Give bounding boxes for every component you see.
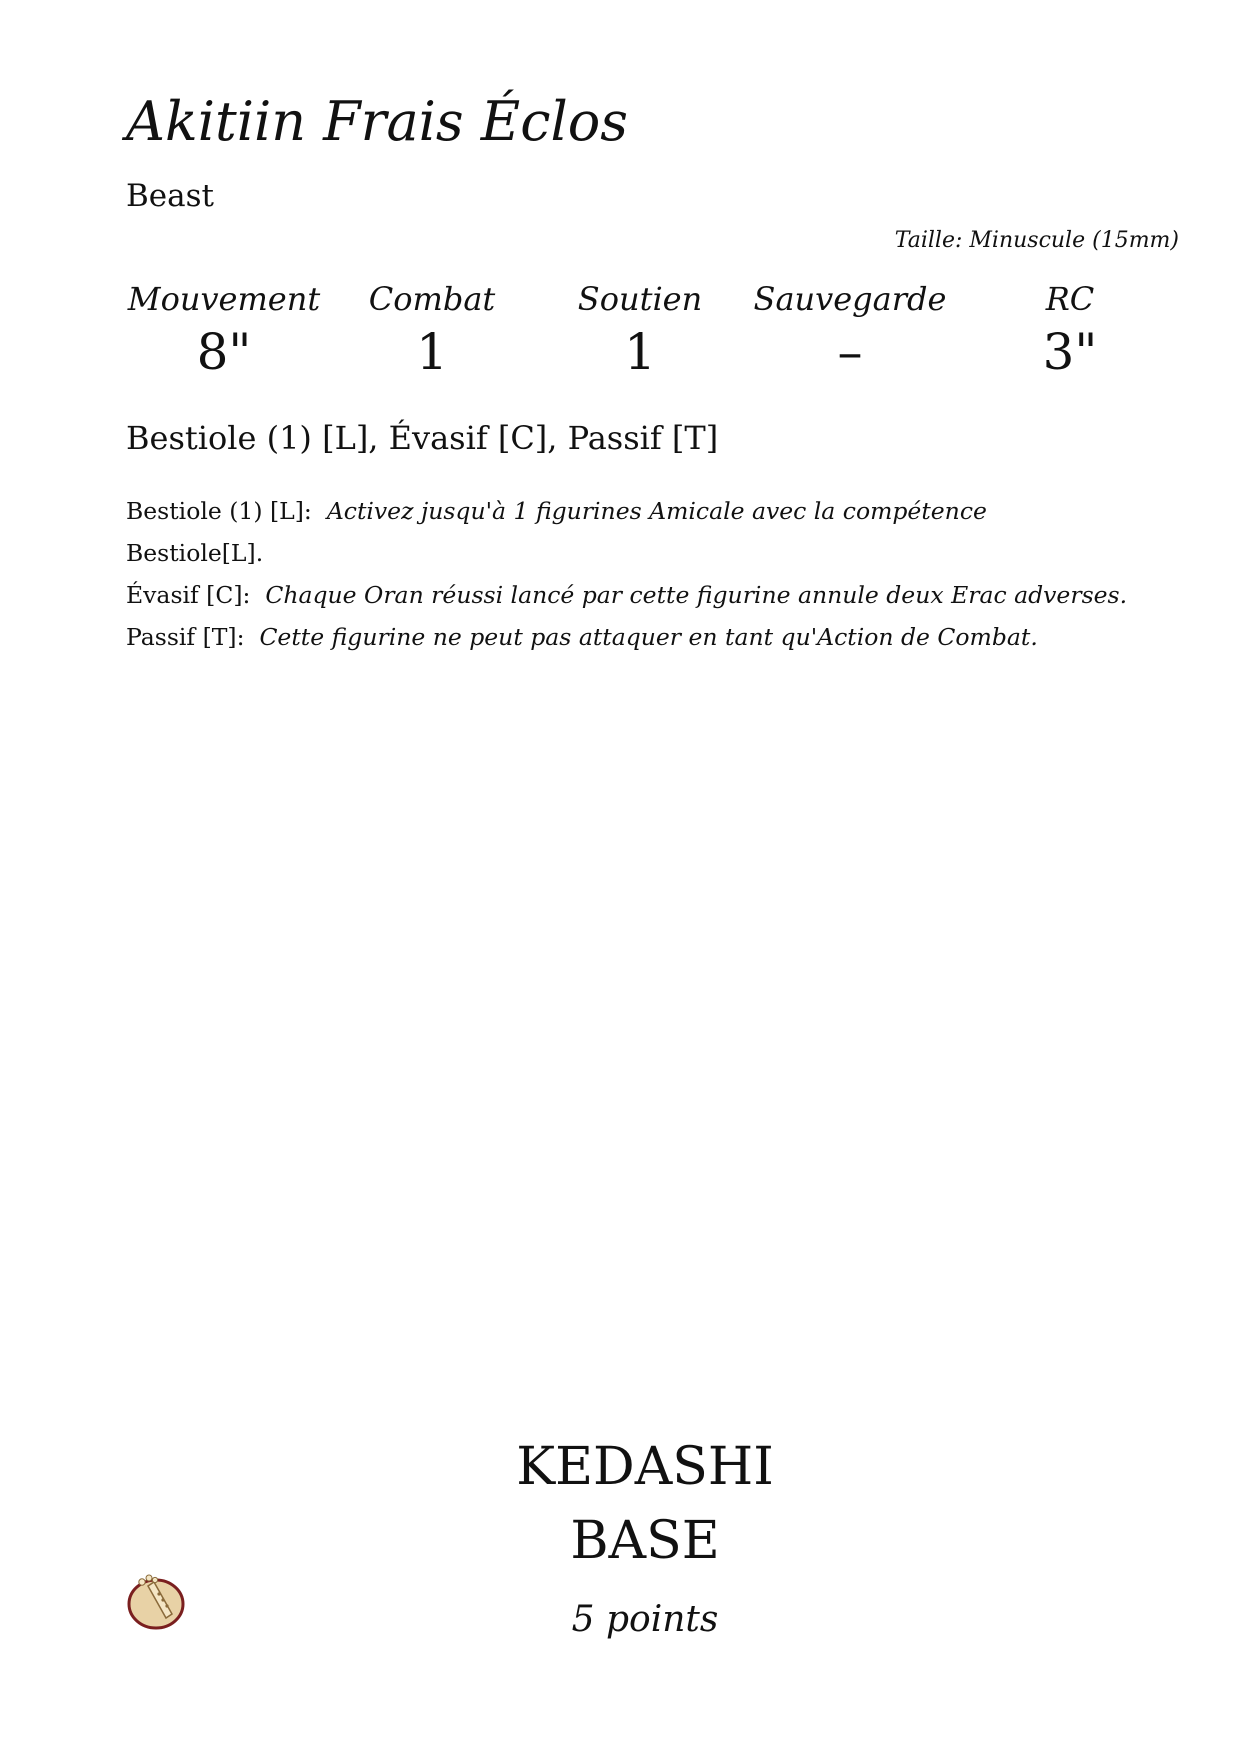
stat-value: – xyxy=(837,323,863,381)
stat-movement xyxy=(124,278,324,384)
rules-text xyxy=(126,490,1128,658)
faction-subtitle: BASE xyxy=(570,1511,720,1571)
rule-name: Évasif [C]: xyxy=(126,581,251,609)
stat-block xyxy=(126,278,1126,398)
faction-name: KEDASHI xyxy=(516,1437,774,1497)
rule-line xyxy=(126,490,1106,532)
rule-description: Chaque Oran réussi lancé par cette figurine annule deux Erac adverses. xyxy=(265,581,1128,609)
stat-value: 8" xyxy=(196,323,252,381)
rule-name: Bestiole (1) [L]: xyxy=(126,497,312,525)
rule-continuation: Bestiole[L]. xyxy=(126,539,264,567)
stat-value: 1 xyxy=(624,323,656,381)
rule-line xyxy=(126,574,1128,616)
stat-support xyxy=(540,278,740,384)
rule-description: Activez jusqu'à 1 figurines Amicale avec la compétence xyxy=(326,497,987,525)
unit-points: 5 points xyxy=(571,1599,719,1640)
stat-rc xyxy=(970,278,1170,384)
unit-size: Taille: Minuscule (15mm) xyxy=(894,228,1179,253)
rule-line xyxy=(126,532,1106,574)
rule-description: Cette figurine ne peut pas attaquer en tant qu'Action de Combat. xyxy=(259,623,1038,651)
rule-line xyxy=(126,616,1106,658)
abilities-summary: Bestiole (1) [L], Évasif [C], Passif [T] xyxy=(126,419,719,457)
rule-name: Passif [T]: xyxy=(126,623,245,651)
stat-save xyxy=(750,278,950,384)
stat-label: Sauvegarde xyxy=(753,280,947,318)
kedashi-logo-icon xyxy=(126,1566,190,1630)
unit-name: Akitiin Frais Éclos xyxy=(126,90,628,153)
stat-label: Soutien xyxy=(577,280,703,318)
stat-value: 3" xyxy=(1042,323,1098,381)
stat-label: Mouvement xyxy=(127,280,321,318)
stat-label: RC xyxy=(1045,280,1095,318)
stat-value: 1 xyxy=(416,323,448,381)
stat-label: Combat xyxy=(368,280,496,318)
unit-type: Beast xyxy=(126,178,214,214)
stat-combat xyxy=(332,278,532,384)
